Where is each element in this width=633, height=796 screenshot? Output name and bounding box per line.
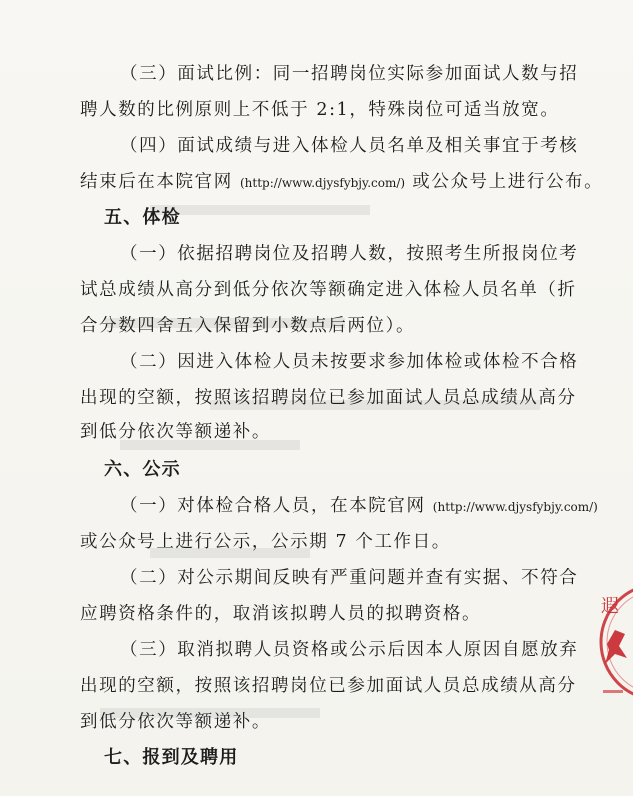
paragraph-line: 或公众号上进行公示，公示期 7 个工作日。	[80, 532, 451, 552]
paragraph-line: 出现的空额，按照该招聘岗位已参加面试人员总成绩从高分	[80, 388, 577, 408]
bleed-through-mark	[150, 205, 370, 215]
paragraph-line: （三）面试比例：同一招聘岗位实际参加面试人数与招	[120, 64, 579, 84]
paragraph-line: 试总成绩从高分到低分依次等额确定进入体检人员名单（折	[80, 280, 577, 300]
paragraph-line: 合分数四舍五入保留到小数点后两位）。	[80, 316, 416, 336]
section-heading-onboarding: 七、报到及聘用	[104, 747, 239, 768]
paragraph-line: 到低分依次等额递补。	[80, 712, 271, 732]
paragraph-line: 应聘资格条件的，取消该拟聘人员的拟聘资格。	[80, 604, 482, 624]
website-url: (http://www.djysfybjy.com/)	[239, 176, 406, 190]
paragraph-line: 聘人数的比例原则上不低于 2:1，特殊岗位可适当放宽。	[80, 100, 560, 120]
paragraph-line: （三）取消拟聘人员资格或公示后因本人原因自愿放弃	[120, 640, 579, 660]
text-run: 或公众号上进行公布。	[412, 172, 604, 192]
paragraph-line: 到低分依次等额递补。	[80, 422, 271, 442]
website-url: (http://www.djysfybjy.com/)	[432, 500, 598, 514]
paragraph-line: （四）面试成绩与进入体检人员名单及相关事宜于考核	[120, 136, 579, 156]
paragraph-line: 出现的空额，按照该招聘岗位已参加面试人员总成绩从高分	[80, 676, 577, 696]
text-run: 结束后在本院官网	[80, 172, 233, 192]
seal-icon	[597, 572, 633, 712]
seal-text: 遐	[601, 596, 619, 617]
paragraph-line	[120, 494, 598, 519]
paragraph-line: （一）依据招聘岗位及招聘人数，按照考生所报岗位考	[120, 244, 579, 264]
official-seal-fragment	[597, 572, 633, 712]
section-heading-physical-exam: 五、体检	[104, 207, 181, 228]
section-heading-publicity: 六、公示	[104, 459, 181, 480]
text-run: （一）对体检合格人员，在本院官网	[120, 496, 426, 516]
paragraph-line: （二）对公示期间反映有严重问题并查有实据、不符合	[120, 568, 579, 588]
paragraph-line: （二）因进入体检人员未按要求参加体检或体检不合格	[120, 352, 579, 372]
paragraph-line	[80, 170, 603, 195]
